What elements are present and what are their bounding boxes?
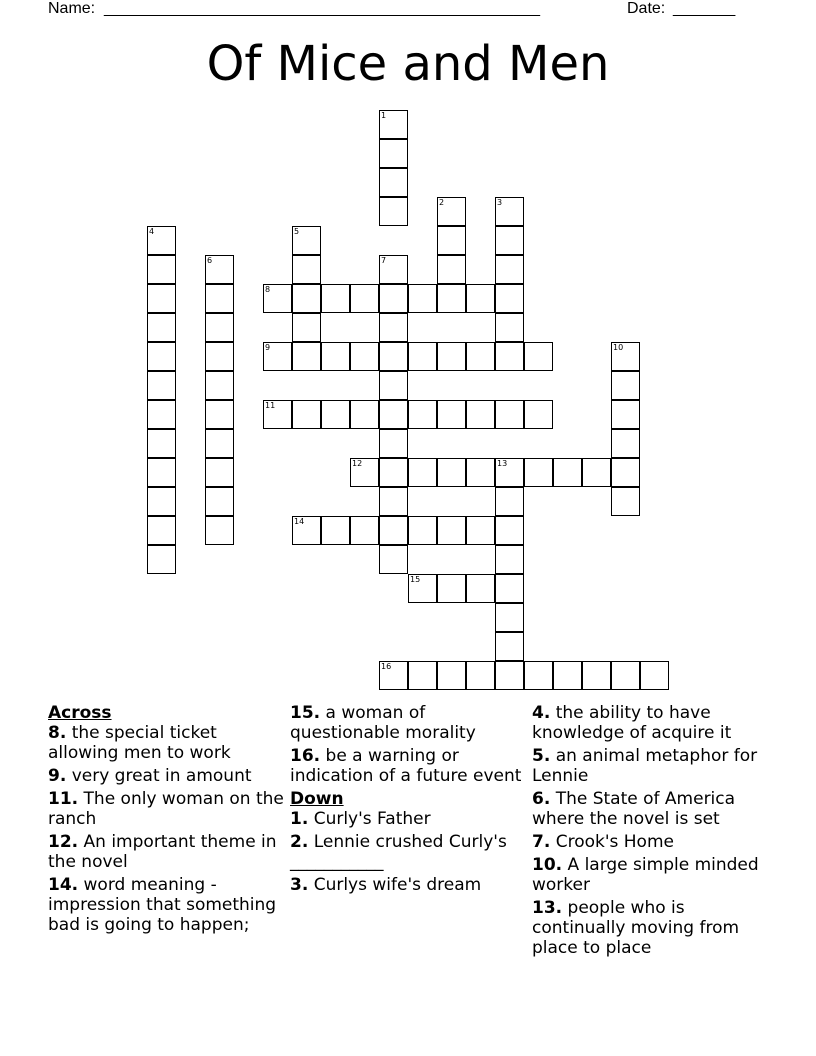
- clues-column-3: [532, 703, 762, 961]
- grid-cell[interactable]: [147, 516, 176, 545]
- grid-cell[interactable]: [321, 342, 350, 371]
- grid-cell[interactable]: [466, 284, 495, 313]
- grid-cell[interactable]: [495, 516, 524, 545]
- grid-cell[interactable]: [147, 342, 176, 371]
- grid-cell[interactable]: [408, 458, 437, 487]
- clue-across-12: 12. An important theme in the novel: [48, 832, 277, 872]
- grid-cell[interactable]: [640, 661, 669, 690]
- grid-cell[interactable]: [408, 342, 437, 371]
- grid-cell[interactable]: [611, 342, 640, 371]
- clue-number: 4: [149, 227, 155, 236]
- clue-down-1: 1. Curly's Father: [290, 809, 431, 829]
- clue-across-14: 14. word meaning - impression that something bad is going to happen;: [48, 875, 277, 935]
- grid-cell[interactable]: [495, 255, 524, 284]
- grid-cell[interactable]: [292, 226, 321, 255]
- grid-cell[interactable]: [437, 400, 466, 429]
- grid-cell[interactable]: [611, 371, 640, 400]
- clue-number: 13: [497, 459, 508, 468]
- grid-cell[interactable]: [408, 516, 437, 545]
- clue-down-2: 2. Lennie crushed Curly's ___________: [290, 832, 507, 872]
- grid-cell[interactable]: [292, 255, 321, 284]
- clue-across-16: 16. be a warning or indication of a future event: [290, 746, 522, 786]
- grid-cell[interactable]: [379, 661, 408, 690]
- grid-cell[interactable]: [147, 458, 176, 487]
- grid-cell[interactable]: [495, 226, 524, 255]
- grid-cell[interactable]: [524, 458, 553, 487]
- grid-cell[interactable]: [379, 429, 408, 458]
- clue-down-4: 4. the ability to have knowledge of acquire it: [532, 703, 732, 743]
- across-heading: Across: [48, 703, 112, 723]
- grid-cell[interactable]: [350, 458, 379, 487]
- grid-cell[interactable]: [205, 516, 234, 545]
- grid-cell[interactable]: [495, 458, 524, 487]
- clue-number: 15: [410, 575, 421, 584]
- grid-cell[interactable]: [350, 284, 379, 313]
- grid-cell[interactable]: [408, 400, 437, 429]
- grid-cell[interactable]: [263, 342, 292, 371]
- down-heading: Down: [290, 789, 344, 809]
- clue-number: 11: [265, 401, 276, 410]
- grid-cell[interactable]: [379, 139, 408, 168]
- grid-cell[interactable]: [408, 661, 437, 690]
- clue-across-15: 15. a woman of questionable morality: [290, 703, 476, 743]
- page-title: Of Mice and Men: [206, 36, 610, 92]
- grid-cell[interactable]: [582, 661, 611, 690]
- grid-cell[interactable]: [379, 168, 408, 197]
- date-label: Date:: [627, 0, 666, 17]
- grid-cell[interactable]: [495, 400, 524, 429]
- clue-number: 14: [294, 517, 305, 526]
- grid-cell[interactable]: [495, 574, 524, 603]
- grid-cell[interactable]: [437, 197, 466, 226]
- grid-cell[interactable]: [147, 226, 176, 255]
- grid-cell[interactable]: [611, 400, 640, 429]
- clue-number: 12: [352, 459, 363, 468]
- grid-cell[interactable]: [582, 458, 611, 487]
- grid-cell[interactable]: [379, 342, 408, 371]
- grid-cell[interactable]: [147, 371, 176, 400]
- grid-cell[interactable]: [495, 603, 524, 632]
- grid-cell[interactable]: [147, 400, 176, 429]
- grid-cell[interactable]: [147, 429, 176, 458]
- grid-cell[interactable]: [466, 661, 495, 690]
- grid-cell[interactable]: [205, 313, 234, 342]
- grid-cell[interactable]: [611, 487, 640, 516]
- grid-cell[interactable]: [408, 284, 437, 313]
- grid-cell[interactable]: [466, 342, 495, 371]
- clues-column-1: [48, 703, 286, 938]
- clue-across-11: 11. The only woman on the ranch: [48, 789, 284, 829]
- grid-cell[interactable]: [495, 284, 524, 313]
- grid-cell[interactable]: [379, 487, 408, 516]
- grid-cell[interactable]: [495, 632, 524, 661]
- grid-cell[interactable]: [379, 545, 408, 574]
- grid-cell[interactable]: [321, 400, 350, 429]
- grid-cell[interactable]: [379, 371, 408, 400]
- grid-cell[interactable]: [205, 255, 234, 284]
- grid-cell[interactable]: [408, 574, 437, 603]
- grid-cell[interactable]: [437, 284, 466, 313]
- clue-number: 6: [207, 256, 213, 265]
- clue-number: 3: [497, 198, 503, 207]
- grid-cell[interactable]: [437, 516, 466, 545]
- grid-cell[interactable]: [495, 197, 524, 226]
- grid-cell[interactable]: [205, 400, 234, 429]
- clue-down-5: 5. an animal metaphor for Lennie: [532, 746, 758, 786]
- grid-cell[interactable]: [611, 458, 640, 487]
- grid-cell[interactable]: [524, 342, 553, 371]
- grid-cell[interactable]: [466, 458, 495, 487]
- grid-cell[interactable]: [292, 313, 321, 342]
- grid-cell[interactable]: [350, 400, 379, 429]
- grid-cell[interactable]: [147, 284, 176, 313]
- clue-down-7: 7. Crook's Home: [532, 832, 674, 852]
- grid-cell[interactable]: [379, 516, 408, 545]
- clue-number: 1: [381, 111, 387, 120]
- grid-cell[interactable]: [466, 574, 495, 603]
- name-label: Name:: [48, 0, 96, 17]
- grid-cell[interactable]: [205, 458, 234, 487]
- grid-cell[interactable]: [437, 661, 466, 690]
- clue-down-10: 10. A large simple minded worker: [532, 855, 759, 895]
- grid-cell[interactable]: [350, 342, 379, 371]
- grid-cell[interactable]: [437, 255, 466, 284]
- clue-number: 2: [439, 198, 445, 207]
- grid-cell[interactable]: [292, 516, 321, 545]
- grid-cell[interactable]: [495, 661, 524, 690]
- grid-cell[interactable]: [466, 400, 495, 429]
- clue-number: 7: [381, 256, 387, 265]
- grid-cell[interactable]: [263, 284, 292, 313]
- grid-cell[interactable]: [553, 661, 582, 690]
- date-blank[interactable]: _______: [673, 0, 736, 17]
- grid-cell[interactable]: [147, 487, 176, 516]
- grid-cell[interactable]: [205, 429, 234, 458]
- clues-column-2: [290, 703, 528, 898]
- clue-across-8: 8. the special ticket allowing men to work: [48, 723, 231, 763]
- clue-number: 9: [265, 343, 271, 352]
- grid-cell[interactable]: [292, 400, 321, 429]
- grid-cell[interactable]: [379, 255, 408, 284]
- grid-cell[interactable]: [437, 574, 466, 603]
- clue-number: 8: [265, 285, 271, 294]
- clue-number: 16: [381, 662, 392, 671]
- grid-cell[interactable]: [350, 516, 379, 545]
- grid-cell[interactable]: [205, 487, 234, 516]
- grid-cell[interactable]: [524, 661, 553, 690]
- grid-cell[interactable]: [437, 226, 466, 255]
- grid-cell[interactable]: [321, 516, 350, 545]
- grid-cell[interactable]: [524, 400, 553, 429]
- grid-cell[interactable]: [147, 313, 176, 342]
- grid-cell[interactable]: [437, 458, 466, 487]
- grid-cell[interactable]: [263, 400, 292, 429]
- grid-cell[interactable]: [437, 342, 466, 371]
- grid-cell[interactable]: [611, 661, 640, 690]
- clue-across-9: 9. very great in amount: [48, 766, 252, 786]
- clue-down-3: 3. Curlys wife's dream: [290, 875, 482, 895]
- grid-cell[interactable]: [292, 342, 321, 371]
- grid-cell[interactable]: [379, 458, 408, 487]
- grid-cell[interactable]: [495, 487, 524, 516]
- grid-cell[interactable]: [321, 284, 350, 313]
- grid-cell[interactable]: [379, 197, 408, 226]
- clue-number: 10: [613, 343, 624, 352]
- grid-cell[interactable]: [379, 313, 408, 342]
- grid-cell[interactable]: [466, 516, 495, 545]
- grid-cell[interactable]: [553, 458, 582, 487]
- clue-number: 5: [294, 227, 300, 236]
- clue-down-13: 13. people who is continually moving from place to place: [532, 898, 740, 958]
- grid-cell[interactable]: [495, 313, 524, 342]
- grid-cell[interactable]: [379, 400, 408, 429]
- grid-cell[interactable]: [379, 284, 408, 313]
- name-blank[interactable]: _________________________________________________: [104, 0, 541, 17]
- grid-cell[interactable]: [205, 371, 234, 400]
- grid-cell[interactable]: [205, 284, 234, 313]
- grid-cell[interactable]: [292, 284, 321, 313]
- grid-cell[interactable]: [205, 342, 234, 371]
- grid-cell[interactable]: [611, 429, 640, 458]
- grid-cell[interactable]: [147, 545, 176, 574]
- clue-down-6: 6. The State of America where the novel is set: [532, 789, 736, 829]
- grid-cell[interactable]: [495, 545, 524, 574]
- grid-cell[interactable]: [147, 255, 176, 284]
- grid-cell[interactable]: [379, 110, 408, 139]
- grid-cell[interactable]: [495, 342, 524, 371]
